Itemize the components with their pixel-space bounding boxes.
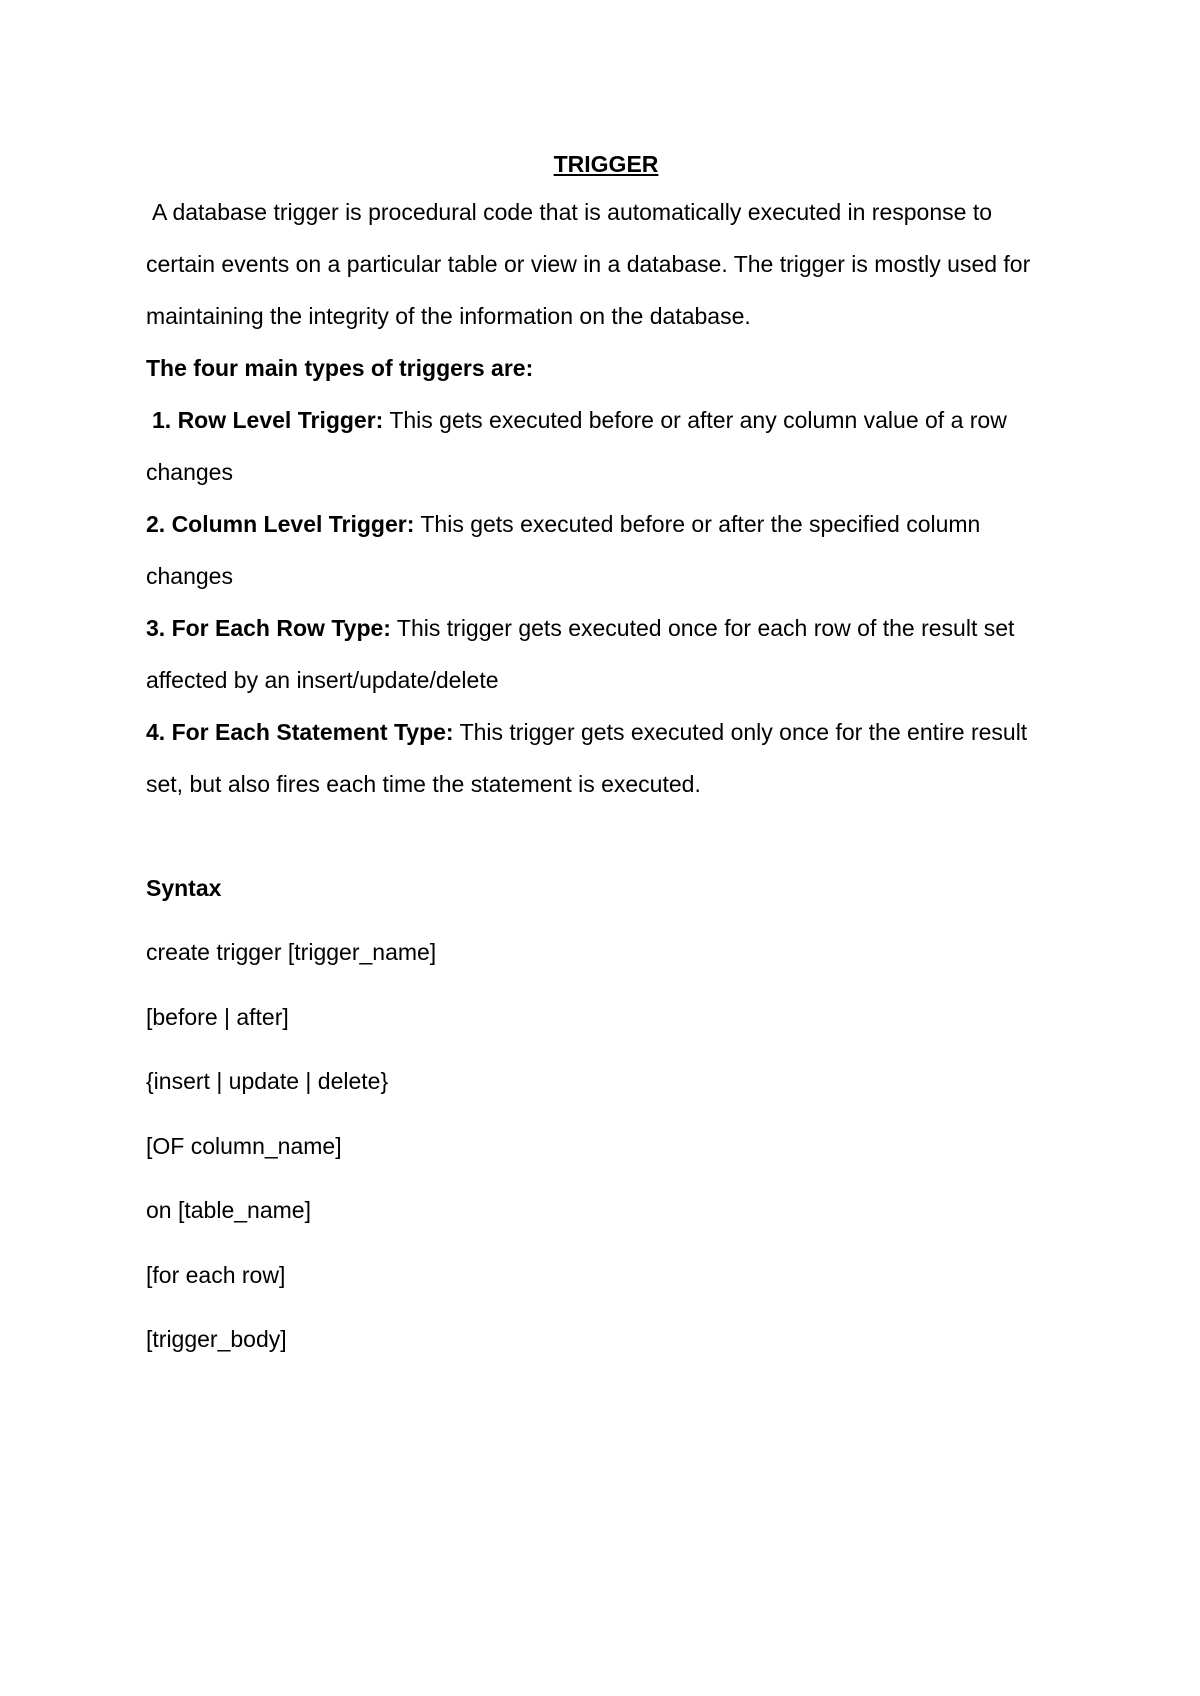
syntax-line: [before | after] <box>146 1003 289 1030</box>
syntax-heading: Syntax <box>146 875 222 901</box>
document-body <box>146 142 1066 1372</box>
syntax-line: {insert | update | delete} <box>146 1068 389 1094</box>
syntax-line: create trigger [trigger_name] <box>146 939 437 965</box>
trigger-type-lead: 4. For Each Statement Type: <box>146 719 454 745</box>
document-title: TRIGGER <box>553 151 659 177</box>
syntax-list <box>146 920 1066 1372</box>
trigger-type-item <box>146 394 1066 498</box>
syntax-line: on [table_name] <box>146 1197 311 1223</box>
trigger-type-text: This trigger gets executed once for each row of the result set affected by an insert/update/delete <box>146 615 1015 693</box>
trigger-type-item <box>146 498 1066 602</box>
trigger-type-lead: 2. Column Level Trigger: <box>146 511 415 537</box>
trigger-type-lead: 1. Row Level Trigger: <box>152 407 384 433</box>
trigger-type-text: This trigger gets executed only once for the entire result set, but also fires each time the statement is executed. <box>146 719 1028 797</box>
syntax-line: [OF column_name] <box>146 1132 342 1159</box>
trigger-type-text: This gets executed before or after the specified column changes <box>146 511 981 589</box>
trigger-type-item <box>146 602 1066 706</box>
trigger-type-lead: 3. For Each Row Type: <box>146 615 391 641</box>
trigger-type-item <box>146 706 1066 810</box>
intro-paragraph: A database trigger is procedural code that is automatically executed in response to certain events on a particular table or view in a database. The trigger is mostly used for maintaining the integrity of the information on the database. <box>146 199 1031 329</box>
trigger-type-text: This gets executed before or after any column value of a row changes <box>146 407 1007 485</box>
types-heading: The four main types of triggers are: <box>146 355 534 381</box>
syntax-line: [trigger_body] <box>146 1326 287 1352</box>
syntax-line: [for each row] <box>146 1261 286 1288</box>
